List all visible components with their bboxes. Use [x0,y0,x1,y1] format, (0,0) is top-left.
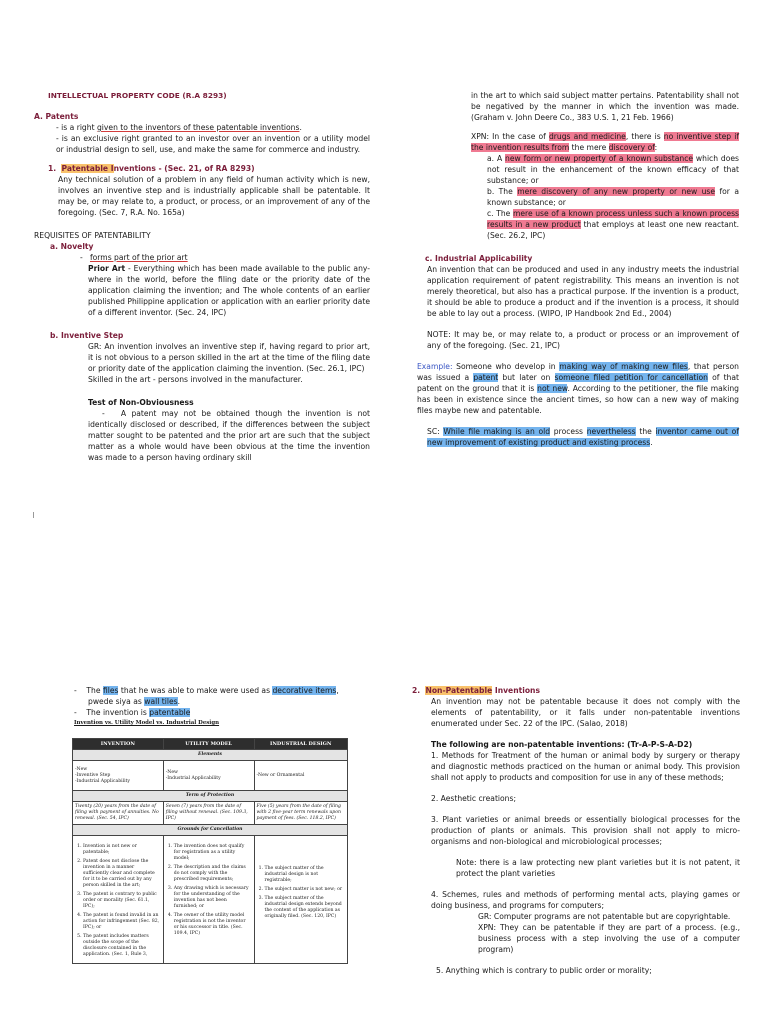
inventive-step-body: GR: An invention involves an inventive step if, having regard to prior art, it is not obvious to a person skilled in the art at the time of the filing date or priority date of the application claiming the invention. (Sec. 26.1, IPC) [88,342,370,373]
list-item: 1. The subject matter of the industrial design is not registrable; [265,866,346,884]
list-item: 1. Invention is not new or patentable; [83,844,161,856]
list-item: 4. The owner of the utility model registration is not the inventor or his successor in title. (Sec. 109.4, IPC) [174,913,252,937]
page1-right-column [417,90,740,448]
cell-grounds-design [254,836,348,964]
item1-heading: 1. Patentable Inventions - (Sec. 21, of RA 8293) [48,164,255,173]
header-utility-model: UTILITY MODEL [163,739,254,750]
page2-right-column [412,685,740,976]
non-patentable-item-4: 4. Schemes, rules and methods of performing mental acts, playing games or doing business, and programs for computers; [431,890,740,910]
computer-programs-gr: GR: Computer programs are not patentable but are copyrightable. [478,912,731,921]
novelty-bullet: - forms part of the prior art [80,253,188,262]
cell-term-design: Five (5) years from the date of filing with 2 five-year term renewals upon payment of fees. (Sec. 118.2, IPC) [254,802,348,825]
table-header-row [73,739,348,750]
list-item: 3. The subject matter of the industrial design extends beyond the content of the application as originally filed. (Sec. 120, IPC) [265,896,346,920]
list-item: 3. Any drawing which is necessary for the understanding of the invention has not been furnished; or [174,886,252,910]
page2-left-bullets [74,685,364,718]
xpn-item-a: a. A new form or new property of a known substance which does not result in the enhancement of the known efficacy of that substance; or [487,154,740,185]
page1-left-column [34,90,371,463]
header-invention: INVENTION [73,739,164,750]
list-item: 2. Patent does not disclose the invention in a manner sufficiently clear and complete for it to be carried out by any person skilled in the art; [83,859,161,889]
patent-definition-1: - is a right given to the inventors of these patentable inventions. [56,123,302,132]
novelty-heading: a. Novelty [50,242,94,251]
cell-elements-invention: -New -Inventive Step -Industrial Applicability [73,761,164,791]
requisites-heading: REQUISITES OF PATENTABILITY [34,231,151,240]
non-obviousness-body: - A patent may not be obtained though the invention is not identically disclosed or described, if the differences between the subject matter sought to be patented and the prior art are such that the subject matter as a whole would have been obvious at the time the invention was made to a person having ordinary skill [88,409,371,462]
non-patentable-list-heading: The following are non-patentable inventions: (Tr-A-P-S-A-D2) [431,740,693,749]
xpn-item-b: b. The mere discovery of any new property or new use for a known substance; or [487,187,739,207]
cell-elements-utility: -New -Industrial Applicability [163,761,254,791]
list-item: 2. The description and the claims do not comply with the prescribed requirements; [174,865,252,883]
header-industrial-design: INDUSTRIAL DESIGN [254,739,348,750]
inventive-step-heading: b. Inventive Step [50,331,124,340]
patent-definition-2: - is an exclusive right granted to an investor over an invention or a utility model or industrial design to sell, use, and make the same for commerce and industry. [56,134,370,154]
non-patentable-item-5: 5. Anything which is contrary to public order or morality; [436,966,652,975]
non-patentable-item-3: 3. Plant varieties or animal breeds or essentially biological processes for the production of plants or animals. This provision shall not apply to micro-organisms and non-biological and microbiological processes; [431,815,740,846]
cell-term-invention: Twenty (20) years from the date of filing with payment of annuities. No renewal. (Sec. 54, IPC) [73,802,164,825]
section-elements: Elements [73,750,348,761]
prior-art-definition: Prior Art - Everything which has been made available to the public any-where in the world, before the filing date or the priority date of the application claiming the invention; and The whole contents of an earlier published Philippine application or application with an earlier priority date of a different inventor. (Sec. 24, IPC) [88,264,370,317]
cell-term-utility: Seven (7) years from the date of filing without renewal. (Sec. 109.3, IPC) [163,802,254,825]
page-margin-mark [33,512,34,518]
non-obviousness-heading: Test of Non-Obviousness [88,398,194,407]
item2-heading: 2. Non-Patentable Inventions [412,686,540,695]
skilled-in-art-line: Skilled in the art - persons involved in the manufacturer. [88,375,303,384]
xpn-item-c: c. The mere use of a known process unless such a known process results in a new product that employs at least one new reactant. (Sec. 26.2, IPC) [487,209,739,240]
note-paragraph: NOTE: It may be, or may relate to, a product or process or an improvement of any of the foregoing. (Sec. 21, IPC) [427,330,739,350]
plant-varieties-note: Note: there is a law protecting new plant varieties but it is not patent, it protect the plant varieties [456,858,740,878]
bullet-invention-patentable: - The invention is patentable [74,708,191,717]
industrial-applicability-heading: c. Industrial Applicability [425,254,533,263]
list-item: 4. The patent is found invalid in an action for infringement (Sec. 82, IPC); or [83,913,161,931]
non-obviousness-continued: in the art to which said subject matter pertains. Patentability shall not be negatived by the manner in which the invention was made. (Graham v. John Deere Co., 383 U.S. 1, 21 Feb. 1966) [471,91,739,122]
table-row [73,836,348,964]
document-title: INTELLECTUAL PROPERTY CODE (R.A 8293) [48,91,227,100]
example-paragraph: Example: Someone who develop in making way of making new files, that person was issued a patent but later on someone filed petition for cancellation of that patent on the ground that it is not new. According to the petitioner, the file making has been in existence since the ancient times, so how can a new way of making files maybe new and patentable. [417,362,739,415]
computer-programs-xpn: XPN: They can be patentable if they are part of a process. (e.g., business process with a step involving the use of a computer program) [478,923,740,954]
section-grounds: Grounds for Cancellation [73,825,348,836]
non-patentable-item-1: 1. Methods for Treatment of the human or animal body by surgery or therapy and diagnostic methods practiced on the human or animal body. This provision shall not apply to products and composition for use in any of these methods; [431,751,740,782]
comparison-table [72,738,348,964]
bullet-files-decorative: - The files that he was able to make were used as decorative items, pwede siya as wall tiles. [74,686,339,706]
cell-grounds-invention [73,836,164,964]
list-item: 5. The patent includes matters outside the scope of the disclosure contained in the application. (Sec. 1, Rule 3, [83,934,161,958]
sc-ruling-paragraph: SC: While file making is an old process nevertheless the inventor came out of new improvement of existing product and existing process. [427,427,739,447]
item1-body: Any technical solution of a problem in any field of human activity which is new, involves an inventive step and is industrially applicable shall be patentable. It may be, or may relate to, a product, or process, or an improvement of any of the foregoing. (Sec. 7, R.A. No. 165a) [58,175,370,217]
xpn-drugs-medicine: XPN: In the case of drugs and medicine, there is no inventive step if the invention results from the mere discovery of: [471,132,740,152]
list-item: 1. The invention does not qualify for registration as a utility model; [174,844,252,862]
non-patentable-item-2: 2. Aesthetic creations; [431,794,517,803]
section-term: Term of Protection [73,791,348,802]
list-item: 2. The subject matter is not new; or [265,887,346,893]
cell-grounds-utility [163,836,254,964]
item2-body: An invention may not be patentable because it does not comply with the elements of patentability, or it falls under non-patentable inventions enumerated under Sec. 22 of the IPC. (Salao, 2018) [431,697,740,728]
list-item: 3. The patent is contrary to public order or morality (Sec. 61.1, IPC); [83,892,161,910]
industrial-applicability-body: An invention that can be produced and used in any industry meets the industrial application requirement of patent registrability. This means an invention is not merely theoretical, but also has a practical purpose. If the invention is a product, it should be able to produce a product and if the invention is a process, it should be able to lay out a process. (WIPO, IP Handbook 2nd Ed., 2004) [427,265,739,318]
table-row [73,802,348,825]
table-caption: Invention vs. Utility Model vs. Industrial Design [74,720,220,726]
cell-elements-design: -New or Ornamental [254,761,348,791]
section-a-heading: A. Patents [34,112,79,121]
table-row [73,761,348,791]
